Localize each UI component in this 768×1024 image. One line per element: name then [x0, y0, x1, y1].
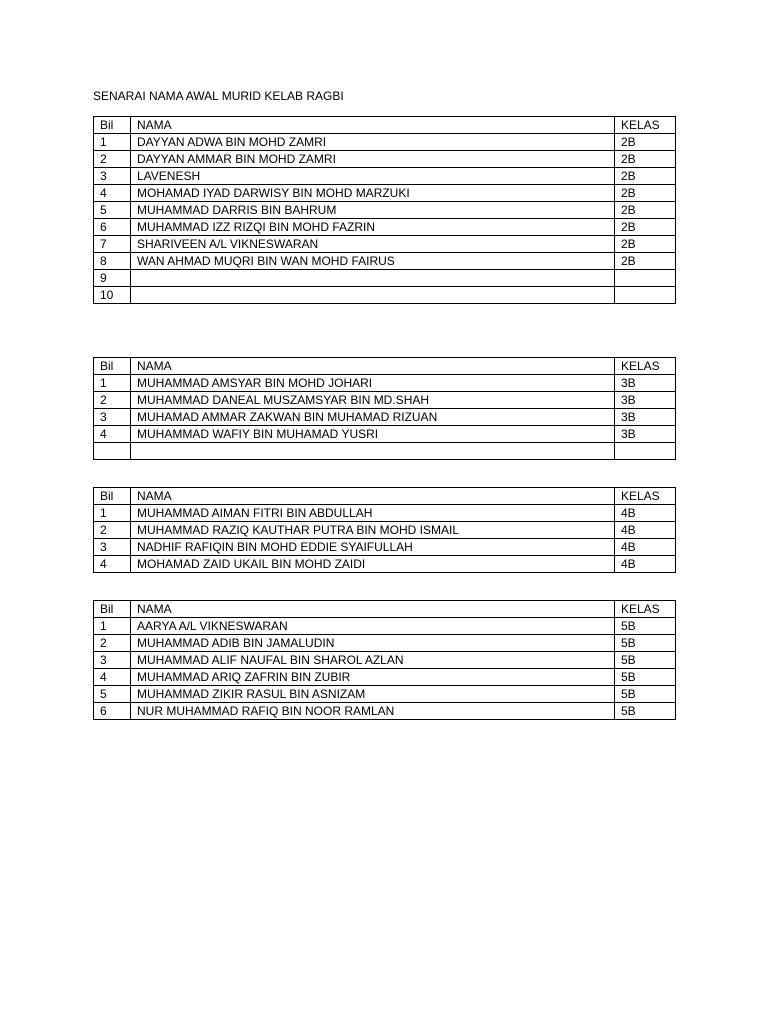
bil-cell: 4	[94, 556, 131, 573]
nama-cell: MUHAMMAD ZIKIR RASUL BIN ASNIZAM	[131, 686, 615, 703]
table-row	[94, 505, 676, 522]
table-row	[94, 686, 676, 703]
bil-cell: 4	[94, 426, 131, 443]
nama-cell	[131, 270, 615, 287]
kelas-cell: 2B	[615, 219, 676, 236]
nama-cell: MUHAMMAD AMSYAR BIN MOHD JOHARI	[131, 375, 615, 392]
nama-cell: MUHAMMAD ARIQ ZAFRIN BIN ZUBIR	[131, 669, 615, 686]
kelas-cell: 5B	[615, 618, 676, 635]
kelas-cell: 3B	[615, 375, 676, 392]
class-2b-table	[93, 116, 676, 304]
bil-cell: 3	[94, 168, 131, 185]
table-row	[94, 151, 676, 168]
table-row	[94, 202, 676, 219]
nama-cell: MOHAMAD ZAID UKAIL BIN MOHD ZAIDI	[131, 556, 615, 573]
bil-cell: 5	[94, 686, 131, 703]
bil-cell: 2	[94, 151, 131, 168]
nama-cell: DAYYAN ADWA BIN MOHD ZAMRI	[131, 134, 615, 151]
kelas-cell: 3B	[615, 426, 676, 443]
kelas-cell: 2B	[615, 253, 676, 270]
table-row	[94, 253, 676, 270]
nama-cell	[131, 443, 615, 460]
bil-cell: 4	[94, 185, 131, 202]
table-row	[94, 522, 676, 539]
table-row	[94, 556, 676, 573]
kelas-cell: 2B	[615, 151, 676, 168]
table-header-row	[94, 488, 676, 505]
bil-cell: 1	[94, 505, 131, 522]
nama-cell: MUHAMMAD DANEAL MUSZAMSYAR BIN MD.SHAH	[131, 392, 615, 409]
table-row	[94, 236, 676, 253]
bil-header: Bil	[94, 117, 131, 134]
table-row	[94, 652, 676, 669]
kelas-cell: 4B	[615, 556, 676, 573]
table-row	[94, 703, 676, 720]
nama-cell: MUHAMMAD WAFIY BIN MUHAMAD YUSRI	[131, 426, 615, 443]
nama-cell: AARYA A/L VIKNESWARAN	[131, 618, 615, 635]
nama-header: NAMA	[131, 601, 615, 618]
table-row	[94, 618, 676, 635]
kelas-cell: 5B	[615, 635, 676, 652]
table-row	[94, 270, 676, 287]
nama-header: NAMA	[131, 358, 615, 375]
bil-cell: 2	[94, 392, 131, 409]
bil-cell: 10	[94, 287, 131, 304]
kelas-cell: 2B	[615, 202, 676, 219]
kelas-cell: 2B	[615, 134, 676, 151]
table-row	[94, 409, 676, 426]
bil-cell	[94, 443, 131, 460]
table-row	[94, 287, 676, 304]
bil-cell: 6	[94, 703, 131, 720]
bil-cell: 3	[94, 539, 131, 556]
class-5b-table	[93, 600, 676, 720]
kelas-cell: 4B	[615, 539, 676, 556]
nama-cell: WAN AHMAD MUQRI BIN WAN MOHD FAIRUS	[131, 253, 615, 270]
nama-cell: MUHAMAD AMMAR ZAKWAN BIN MUHAMAD RIZUAN	[131, 409, 615, 426]
kelas-header: KELAS	[615, 601, 676, 618]
table-row	[94, 635, 676, 652]
nama-cell: NUR MUHAMMAD RAFIQ BIN NOOR RAMLAN	[131, 703, 615, 720]
nama-header: NAMA	[131, 488, 615, 505]
nama-cell: DAYYAN AMMAR BIN MOHD ZAMRI	[131, 151, 615, 168]
table-row	[94, 426, 676, 443]
kelas-cell: 2B	[615, 168, 676, 185]
bil-cell: 7	[94, 236, 131, 253]
bil-cell: 6	[94, 219, 131, 236]
kelas-cell: 5B	[615, 669, 676, 686]
nama-cell: MUHAMMAD DARRIS BIN BAHRUM	[131, 202, 615, 219]
nama-cell: MUHAMMAD ADIB BIN JAMALUDIN	[131, 635, 615, 652]
table-row	[94, 669, 676, 686]
nama-cell: MUHAMMAD AIMAN FITRI BIN ABDULLAH	[131, 505, 615, 522]
kelas-cell: 4B	[615, 522, 676, 539]
bil-cell: 8	[94, 253, 131, 270]
bil-header: Bil	[94, 358, 131, 375]
bil-cell: 1	[94, 618, 131, 635]
bil-cell: 1	[94, 134, 131, 151]
kelas-cell: 3B	[615, 392, 676, 409]
bil-header: Bil	[94, 488, 131, 505]
nama-header: NAMA	[131, 117, 615, 134]
table-row	[94, 219, 676, 236]
kelas-cell: 5B	[615, 652, 676, 669]
nama-cell: MUHAMMAD IZZ RIZQI BIN MOHD FAZRIN	[131, 219, 615, 236]
table-row	[94, 134, 676, 151]
kelas-cell	[615, 443, 676, 460]
bil-cell: 4	[94, 669, 131, 686]
kelas-cell: 5B	[615, 686, 676, 703]
nama-cell: SHARIVEEN A/L VIKNESWARAN	[131, 236, 615, 253]
table-header-row	[94, 117, 676, 134]
bil-header: Bil	[94, 601, 131, 618]
kelas-cell: 3B	[615, 409, 676, 426]
bil-cell: 3	[94, 409, 131, 426]
table-header-row	[94, 601, 676, 618]
nama-cell: NADHIF RAFIQIN BIN MOHD EDDIE SYAIFULLAH	[131, 539, 615, 556]
class-3b-table	[93, 357, 676, 460]
bil-cell: 9	[94, 270, 131, 287]
table-row	[94, 375, 676, 392]
table-row	[94, 168, 676, 185]
kelas-header: KELAS	[615, 117, 676, 134]
bil-cell: 3	[94, 652, 131, 669]
kelas-cell: 2B	[615, 185, 676, 202]
kelas-header: KELAS	[615, 488, 676, 505]
kelas-cell: 5B	[615, 703, 676, 720]
table-row	[94, 185, 676, 202]
kelas-cell: 4B	[615, 505, 676, 522]
nama-cell: MUHAMMAD RAZIQ KAUTHAR PUTRA BIN MOHD ISMAIL	[131, 522, 615, 539]
table-row	[94, 443, 676, 460]
document-title: SENARAI NAMA AWAL MURID KELAB RAGBI	[93, 89, 344, 103]
nama-cell	[131, 287, 615, 304]
bil-cell: 2	[94, 522, 131, 539]
nama-cell: MUHAMMAD ALIF NAUFAL BIN SHAROL AZLAN	[131, 652, 615, 669]
class-4b-table	[93, 487, 676, 573]
nama-cell: LAVENESH	[131, 168, 615, 185]
kelas-cell	[615, 270, 676, 287]
bil-cell: 1	[94, 375, 131, 392]
table-row	[94, 539, 676, 556]
kelas-cell: 2B	[615, 236, 676, 253]
kelas-cell	[615, 287, 676, 304]
table-header-row	[94, 358, 676, 375]
table-row	[94, 392, 676, 409]
nama-cell: MOHAMAD IYAD DARWISY BIN MOHD MARZUKI	[131, 185, 615, 202]
kelas-header: KELAS	[615, 358, 676, 375]
bil-cell: 2	[94, 635, 131, 652]
bil-cell: 5	[94, 202, 131, 219]
